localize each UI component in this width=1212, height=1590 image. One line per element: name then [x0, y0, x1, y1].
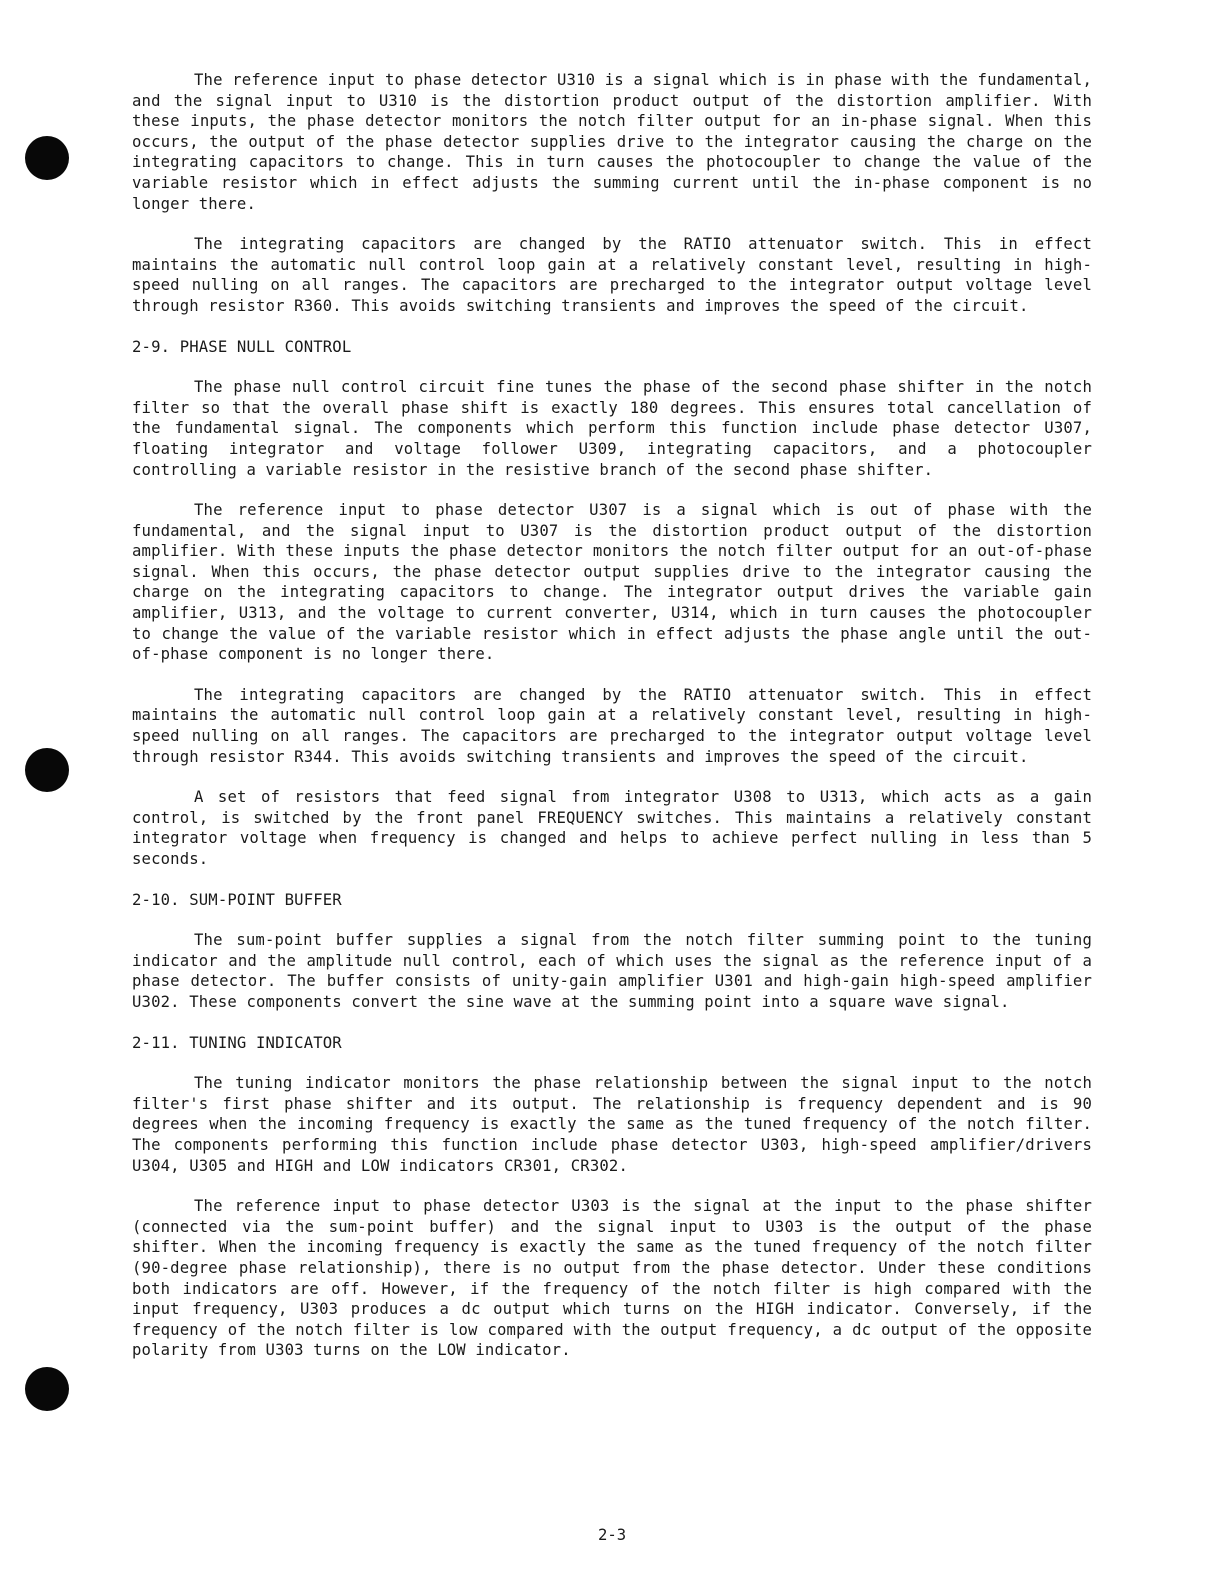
section-heading-phase-null-control: 2-9. PHASE NULL CONTROL — [132, 337, 352, 356]
paragraph: The reference input to phase detector U303 is the signal at the input to the phase shifter (connected via the sum-point buffer) and the signal input to U303 is the output of the phase shifter. When the incoming frequency is exactly the same as the tuned frequency of the notch filter (90-degree phase relationship), there is no output from the phase detector. Under these conditions both indicators are off. However, if the frequency of the notch filter is high compared with the input frequency, U303 produces a dc output which turns on the HIGH indicator. Conversely, if the frequency of the notch filter is low compared with the output frequency, a dc output of the opposite polarity from U303 turns on the LOW indicator. — [132, 1197, 1092, 1360]
paragraph: The integrating capacitors are changed by the RATIO attenuator switch. This in effect maintains the automatic null control loop gain at a relatively constant level, resulting in high-speed nulling on all ranges. The capacitors are precharged to the integrator output voltage level through resistor R360. This avoids switching transients and improves the speed of the circuit. — [132, 235, 1092, 315]
paragraph: A set of resistors that feed signal from integrator U308 to U313, which acts as a gain control, is switched by the front panel FREQUENCY switches. This maintains a relatively constant integrator voltage when frequency is changed and helps to achieve perfect nulling in less than 5 seconds. — [132, 788, 1092, 868]
section-heading-sum-point-buffer: 2-10. SUM-POINT BUFFER — [132, 890, 342, 909]
document-page — [132, 70, 1092, 1381]
section-heading-tuning-indicator: 2-11. TUNING INDICATOR — [132, 1033, 342, 1052]
paragraph: The reference input to phase detector U307 is a signal which is out of phase with the fundamental, and the signal input to U307 is the distortion product output of the distortion amplifier. With these inputs the phase detector monitors the notch filter output for an out-of-phase signal. When this occurs, the phase detector output supplies drive to the integrator causing the charge on the integrating capacitors to change. The integrator output drives the variable gain amplifier, U313, and the voltage to current converter, U314, which in turn causes the photocoupler to change the value of the variable resistor which in effect adjusts the phase angle until the out-of-phase component is no longer there. — [132, 501, 1092, 664]
page-number: 2-3 — [598, 1526, 627, 1544]
paragraph: The integrating capacitors are changed by the RATIO attenuator switch. This in effect maintains the automatic null control loop gain at a relatively constant level, resulting in high-speed nulling on all ranges. The capacitors are precharged to the integrator output voltage level through resistor R344. This avoids switching transients and improves the speed of the circuit. — [132, 685, 1092, 766]
paragraph: The phase null control circuit fine tunes the phase of the second phase shifter in the notch filter so that the overall phase shift is exactly 180 degrees. This ensures total cancellation of the fundamental signal. The components which perform this function include phase detector U307, floating integrator and voltage follower U309, integrating capacitors, and a photocoupler controlling a variable resistor in the resistive branch of the second phase shifter. — [132, 378, 1092, 479]
paragraph: The reference input to phase detector U310 is a signal which is in phase with the fundamental, and the signal input to U310 is the distortion product output of the distortion amplifier. With these inputs, the phase detector monitors the notch filter output for an in-phase signal. When this occurs, the output of the phase detector supplies drive to the integrator causing the charge on the integrating capacitors to change. This in turn causes the photocoupler to change the value of the variable resistor which in effect adjusts the summing current until the in-phase component is no longer there. — [132, 71, 1092, 213]
binder-hole-top — [25, 136, 69, 180]
paragraph: The sum-point buffer supplies a signal from the notch filter summing point to the tuning indicator and the amplitude null control, each of which uses the signal as the reference input of a phase detector. The buffer consists of unity-gain amplifier U301 and high-gain high-speed amplifier U302. These components convert the sine wave at the summing point into a square wave signal. — [132, 931, 1092, 1011]
paragraph: The tuning indicator monitors the phase relationship between the signal input to the notch filter's first phase shifter and its output. The relationship is frequency dependent and is 90 degrees when the incoming frequency is exactly the same as the tuned frequency of the notch filter. The components performing this function include phase detector U303, high-speed amplifier/drivers U304, U305 and HIGH and LOW indicators CR301, CR302. — [132, 1074, 1092, 1175]
binder-hole-middle — [25, 748, 69, 792]
binder-hole-bottom — [25, 1367, 69, 1411]
